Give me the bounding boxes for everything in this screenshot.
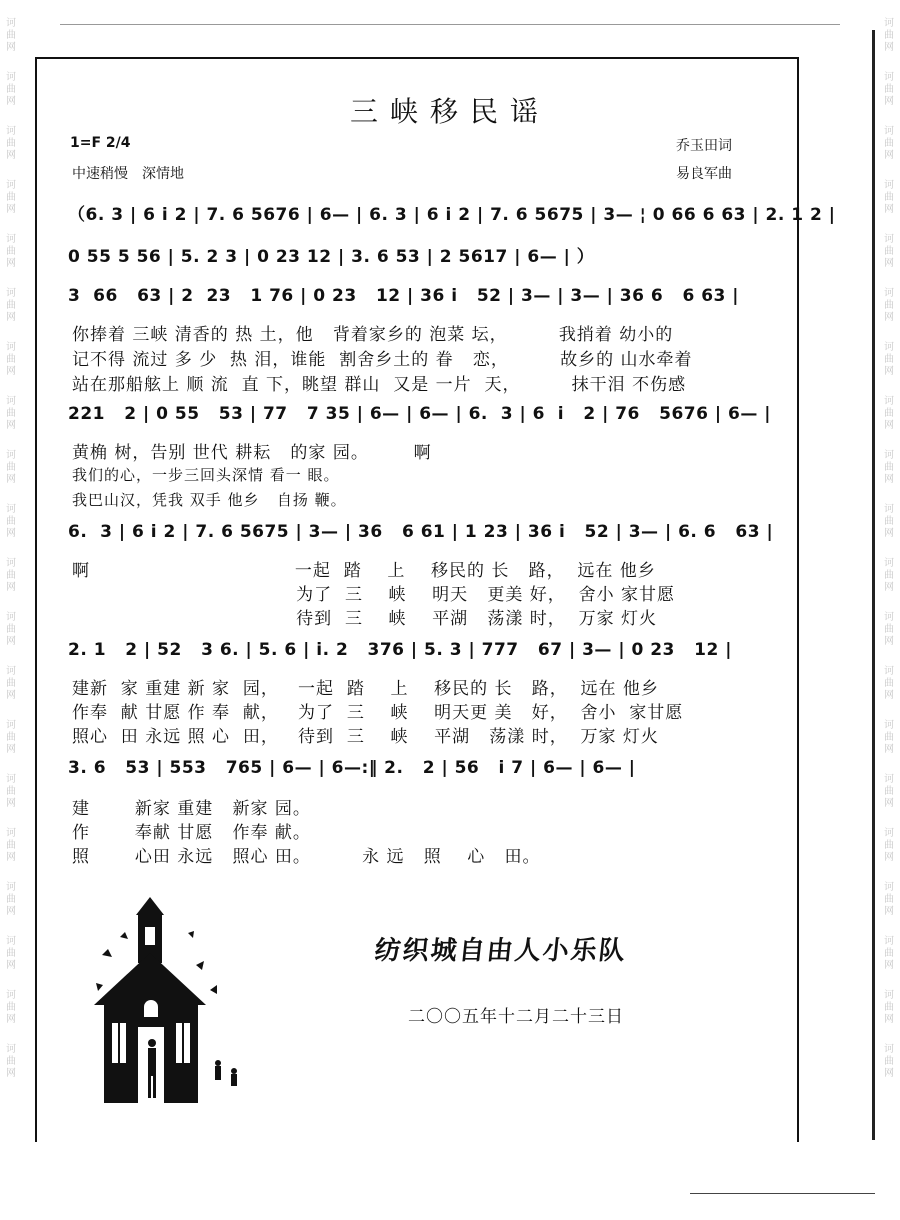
watermark: 诃曲网 <box>884 72 894 107</box>
watermark: 诃曲网 <box>6 450 16 485</box>
watermark: 诃曲网 <box>6 342 16 377</box>
watermark: 诃曲网 <box>6 666 16 701</box>
watermark: 诃曲网 <box>6 288 16 323</box>
watermark-strip-left <box>2 0 20 1220</box>
watermark: 诃曲网 <box>884 720 894 755</box>
lyric-line: 照 心田 永远 照心 田。 永 远 照 心 田。 <box>72 847 541 867</box>
schoolhouse-illustration <box>92 895 252 1110</box>
lyric-line: 记不得 流过 多 少 热 泪，谁能 割舍乡土的 眷 恋， 故乡的 山水牵着 <box>72 350 693 370</box>
notation-line: 3. 6 53 | 553 765 | 6— | 6—:‖ 2. 2 | 56 i 7 | 6— | 6— | <box>68 758 636 778</box>
lyric-line: 站在那船舷上 顺 流 直 下，眺望 群山 又是 一片 天， 抹干泪 不伤感 <box>72 375 687 395</box>
watermark: 诃曲网 <box>884 126 894 161</box>
watermark: 诃曲网 <box>6 828 16 863</box>
tempo-marking: 中速稍慢 深情地 <box>72 166 184 182</box>
notation-line: （6. 3 | 6 i 2 | 7. 6 5676 | 6— | 6. 3 | 6 i 2 | 7. 6 5675 | 3— ¦ 0 66 6 63 | 2. 1 2 | <box>68 205 836 225</box>
watermark: 诃曲网 <box>6 72 16 107</box>
lyric-line: 照心 田 永远 照 心 田， 待到 三 峡 平湖 荡漾 时， 万家 灯火 <box>72 727 659 747</box>
watermark: 诃曲网 <box>6 612 16 647</box>
watermark: 诃曲网 <box>884 234 894 269</box>
lyric-line: 作奉 献 甘愿 作 奉 献， 为了 三 峡 明天更 美 好， 舍小 家甘愿 <box>72 703 684 723</box>
watermark: 诃曲网 <box>884 882 894 917</box>
watermark: 诃曲网 <box>6 936 16 971</box>
watermark: 诃曲网 <box>6 720 16 755</box>
watermark: 诃曲网 <box>884 18 894 53</box>
watermark: 诃曲网 <box>884 450 894 485</box>
watermark: 诃曲网 <box>884 396 894 431</box>
lyric-line: 我巴山汉，凭我 双手 他乡 自扬 鞭。 <box>72 491 347 509</box>
watermark: 诃曲网 <box>6 126 16 161</box>
page-edge-line <box>60 24 840 25</box>
lyric-line: 建新 家 重建 新 家 园， 一起 踏 上 移民的 长 路， 远在 他乡 <box>72 679 659 699</box>
lyric-line: 待到 三 峡 平湖 荡漾 时， 万家 灯火 <box>72 609 657 629</box>
watermark: 诃曲网 <box>6 990 16 1025</box>
lyric-line: 作 奉献 甘愿 作奉 献。 <box>72 823 311 843</box>
watermark: 诃曲网 <box>6 1044 16 1079</box>
watermark: 诃曲网 <box>884 612 894 647</box>
notation-line: 2. 1 2 | 52 3 6. | 5. 6 | i. 2 376 | 5. 3 | 777 67 | 3— | 0 23 12 | <box>68 640 732 660</box>
notation-line: 0 55 5 56 | 5. 2 3 | 0 23 12 | 3. 6 53 | 2 5617 | 6— | ） <box>68 247 595 267</box>
watermark: 诃曲网 <box>6 558 16 593</box>
date-line: 二〇〇五年十二月二十三日 <box>408 1007 624 1027</box>
composer-credit: 易良军曲 <box>676 166 732 182</box>
watermark: 诃曲网 <box>6 882 16 917</box>
notation-line: 3 66 63 | 2 23 1 76 | 0 23 12 | 36 i 52 | 3— | 3— | 36 6 6 63 | <box>68 286 739 306</box>
lyric-line: 建 新家 重建 新家 园。 <box>72 799 311 819</box>
notation-line: 6. 3 | 6 i 2 | 7. 6 5675 | 3— | 36 6 61 | 1 23 | 36 i 52 | 3— | 6. 6 63 | <box>68 522 774 542</box>
watermark: 诃曲网 <box>884 666 894 701</box>
watermark: 诃曲网 <box>884 342 894 377</box>
watermark: 诃曲网 <box>6 774 16 809</box>
lyric-line: 啊 一起 踏 上 移民的 长 路， 远在 他乡 <box>72 561 656 581</box>
watermark: 诃曲网 <box>884 990 894 1025</box>
page-edge-line <box>690 1193 875 1194</box>
lyricist-credit: 乔玉田词 <box>676 138 732 154</box>
watermark: 诃曲网 <box>884 288 894 323</box>
band-signature: 纺织城自由人小乐队 <box>373 936 629 966</box>
lyric-line: 你捧着 三峡 清香的 热 土，他 背着家乡的 泡菜 坛， 我捎着 幼小的 <box>72 325 674 345</box>
watermark: 诃曲网 <box>6 234 16 269</box>
lyric-line: 黄桷 树，告别 世代 耕耘 的家 园。 啊 <box>72 443 432 463</box>
watermark: 诃曲网 <box>884 180 894 215</box>
lyric-line: 我们的心，一步三回头深情 看一 眼。 <box>72 466 340 484</box>
key-signature: 1=F 2/4 <box>70 135 131 151</box>
watermark: 诃曲网 <box>6 504 16 539</box>
page-edge-line <box>872 30 875 1140</box>
lyric-line: 为了 三 峡 明天 更美 好， 舍小 家甘愿 <box>72 585 675 605</box>
watermark: 诃曲网 <box>6 396 16 431</box>
song-title: 三峡移民谣 <box>349 95 550 128</box>
watermark: 诃曲网 <box>884 1044 894 1079</box>
watermark: 诃曲网 <box>6 18 16 53</box>
watermark: 诃曲网 <box>884 774 894 809</box>
watermark: 诃曲网 <box>884 828 894 863</box>
watermark: 诃曲网 <box>884 936 894 971</box>
watermark: 诃曲网 <box>884 504 894 539</box>
notation-line: 221 2 | 0 55 53 | 77 7 35 | 6— | 6— | 6. 3 | 6 i 2 | 76 5676 | 6— | <box>68 404 771 424</box>
watermark: 诃曲网 <box>884 558 894 593</box>
watermark: 诃曲网 <box>6 180 16 215</box>
watermark-strip-right <box>880 0 898 1220</box>
